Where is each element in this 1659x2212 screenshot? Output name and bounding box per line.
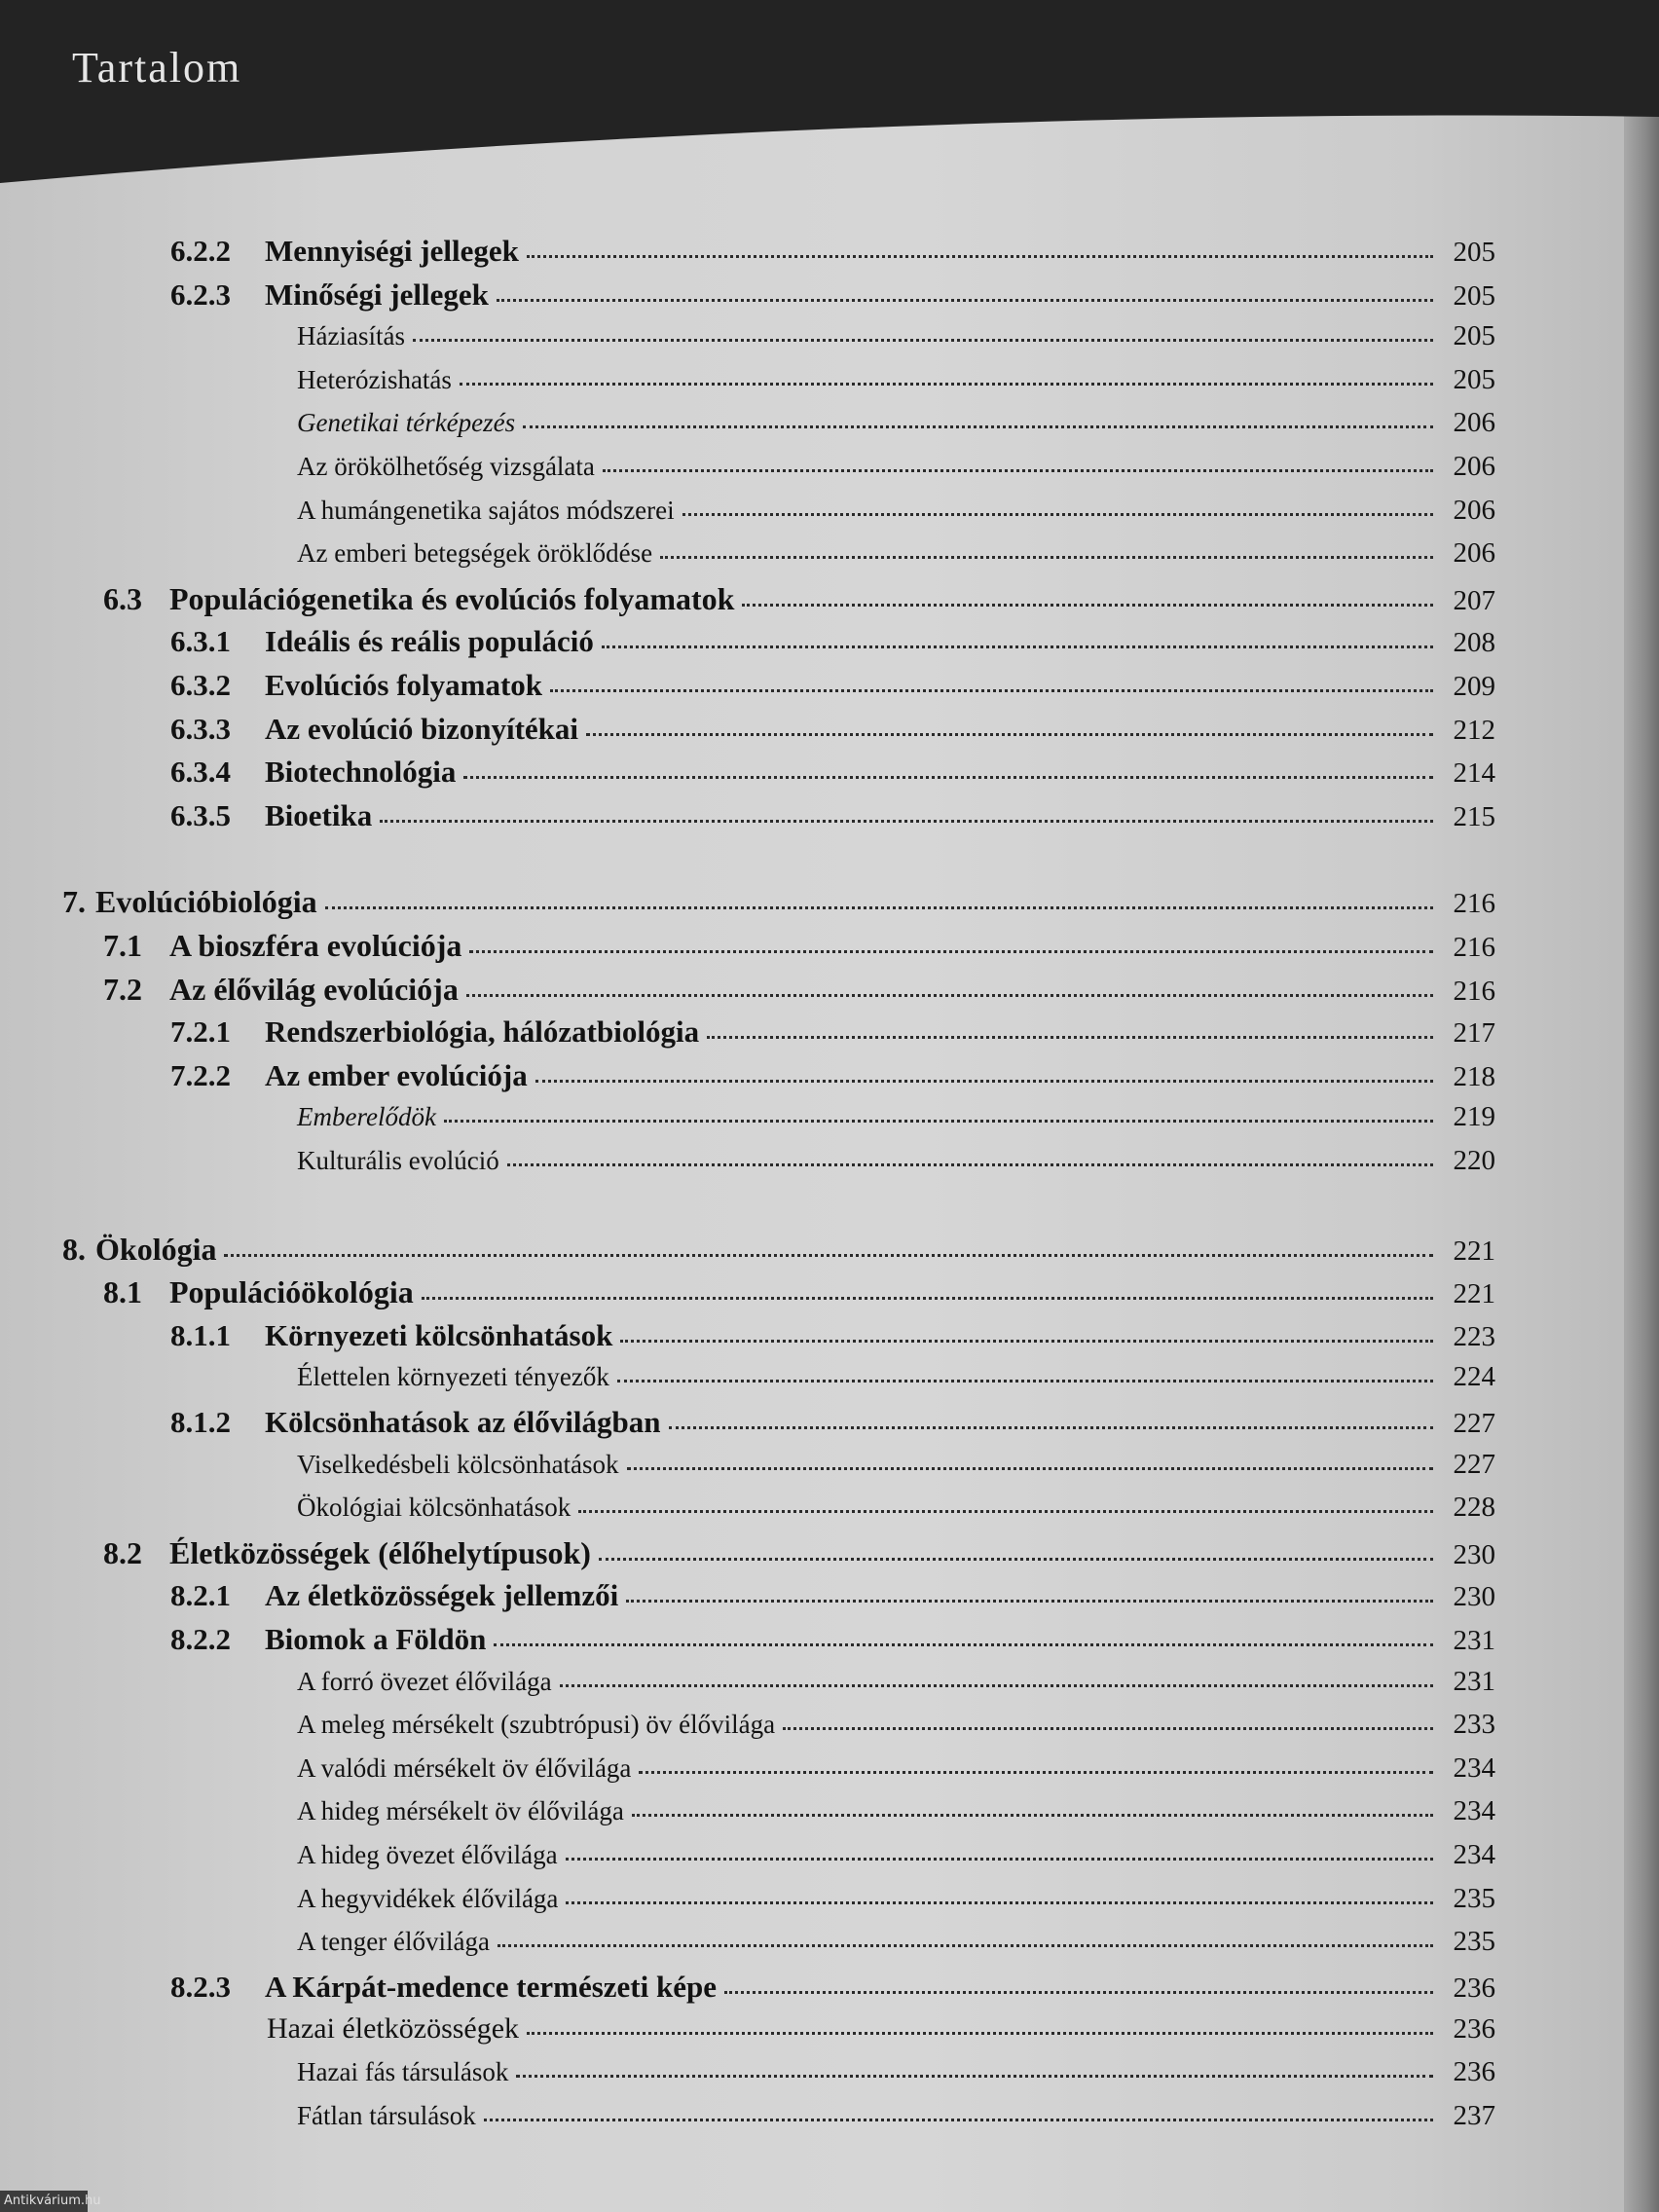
toc-entry <box>170 755 1495 797</box>
toc-entry <box>170 798 1495 841</box>
toc-entry-page: 223 <box>1453 1320 1495 1352</box>
toc-entry <box>170 1058 1495 1101</box>
toc-entry-title: A forró övezet élővilága <box>297 1666 552 1696</box>
toc-entry-number: 8.1.1 <box>170 1317 231 1352</box>
dot-leader <box>620 1334 1433 1343</box>
dot-leader <box>523 421 1433 428</box>
dot-leader <box>507 1159 1433 1166</box>
toc-entry <box>62 884 1495 927</box>
toc-entry-page: 216 <box>1453 932 1495 963</box>
toc-entry <box>297 407 1495 450</box>
page-title: Tartalom <box>72 44 242 92</box>
toc-entry-title: Biomok a Földön <box>265 1622 487 1656</box>
toc-entry-number: 7. <box>62 884 86 920</box>
toc-entry-page: 227 <box>1453 1408 1495 1439</box>
toc-entry-title: A hideg övezet élővilága <box>297 1840 558 1869</box>
toc-entry-page: 216 <box>1453 975 1495 1007</box>
dot-leader <box>444 1115 1433 1123</box>
toc-entry-page: 207 <box>1453 584 1495 616</box>
toc-entry-title: A tenger élővilága <box>297 1927 490 1957</box>
toc-entry-page: 230 <box>1453 1538 1495 1570</box>
toc-entry-title: Hazai életközösségek <box>267 2012 520 2046</box>
toc-entry <box>297 2100 1495 2143</box>
toc-entry-number: 8.2.1 <box>170 1578 231 1613</box>
toc-entry-title: Bioetika <box>265 797 373 832</box>
toc-entry-page: 209 <box>1453 671 1495 702</box>
dot-leader <box>707 1030 1433 1039</box>
toc-entry-page: 219 <box>1453 1101 1495 1133</box>
toc-entry-page: 228 <box>1453 1492 1495 1524</box>
toc-entry <box>297 1361 1495 1404</box>
toc-entry-title: Evolúcióbiológia <box>95 884 317 920</box>
toc-entry-title: Az élővilág evolúciója <box>169 971 459 1007</box>
toc-entry-title: Környezeti kölcsönhatások <box>265 1317 613 1352</box>
toc-entry-title: Mennyiségi jellegek <box>265 234 519 268</box>
dot-leader <box>783 1722 1433 1730</box>
toc-entry <box>297 1883 1495 1926</box>
toc-entry <box>297 1795 1495 1838</box>
toc-entry <box>170 668 1495 711</box>
toc-entry-title: Életközösségek (élőhelytípusok) <box>169 1534 591 1570</box>
dot-leader <box>469 944 1433 953</box>
toc-entry-page: 230 <box>1453 1581 1495 1613</box>
dot-leader <box>578 1505 1433 1513</box>
toc-entry-page: 212 <box>1453 714 1495 746</box>
toc-entry-number: 6.3.4 <box>170 755 231 790</box>
toc-entry-page: 215 <box>1453 800 1495 832</box>
toc-entry-title: A meleg mérsékelt (szubtrópusi) öv élővilága <box>297 1710 776 1740</box>
toc-entry-title: Biotechnológia <box>265 755 457 790</box>
toc-entry <box>170 234 1495 276</box>
dot-leader <box>603 464 1433 472</box>
toc-entry <box>297 451 1495 494</box>
toc-entry-page: 235 <box>1453 1882 1495 1914</box>
toc-entry-title: Élettelen környezeti tényezők <box>297 1362 609 1392</box>
toc-entry-page: 236 <box>1453 2056 1495 2087</box>
dot-leader <box>632 1809 1433 1817</box>
toc-entry-page: 234 <box>1453 1839 1495 1870</box>
toc-entry <box>297 1666 1495 1709</box>
toc-entry-page: 234 <box>1453 1751 1495 1784</box>
toc-entry-number: 8.2 <box>103 1534 142 1570</box>
toc-entry-title: Populációökológia <box>169 1274 414 1310</box>
toc-entry-page: 206 <box>1453 407 1495 439</box>
toc-entry-title: Az evolúció bizonyítékai <box>265 711 579 746</box>
toc-entry <box>170 1014 1495 1057</box>
toc-entry-page: 227 <box>1453 1448 1495 1480</box>
toc-entry-title: Ökológiai kölcsönhatások <box>297 1493 571 1523</box>
toc-entry-page: 218 <box>1453 1060 1495 1092</box>
toc-entry-title: Minőségi jellegek <box>265 276 489 312</box>
toc-entry <box>297 320 1495 363</box>
toc-entry-title: Genetikai térképezés <box>297 408 516 438</box>
toc-entry <box>170 1405 1495 1448</box>
toc-entry-title: Az örökölhetőség vizsgálata <box>297 452 595 481</box>
toc-entry-title: A hegyvidékek élővilága <box>297 1883 559 1913</box>
dot-leader <box>626 1594 1433 1603</box>
toc-entry-title: Heterózishatás <box>297 364 452 394</box>
toc-entry <box>297 537 1495 580</box>
toc-entry-title: Populációgenetika és evolúciós folyamatok <box>169 580 735 616</box>
toc-entry-number: 8.2.2 <box>170 1622 231 1656</box>
dot-leader <box>602 640 1433 648</box>
toc-entry <box>297 1101 1495 1144</box>
toc-entry-number: 7.1 <box>103 928 142 963</box>
toc-entry-title: A hideg mérsékelt öv élővilága <box>297 1796 624 1826</box>
dot-leader <box>669 1420 1434 1429</box>
toc-entry-page: 236 <box>1453 2013 1495 2046</box>
dot-leader <box>566 1853 1433 1861</box>
page-edge-shadow <box>1624 97 1659 2212</box>
toc-entry <box>297 1449 1495 1492</box>
toc-entry <box>170 277 1495 320</box>
toc-entry-page: 237 <box>1453 2099 1495 2131</box>
toc-entry-number: 7.2 <box>103 971 142 1007</box>
toc-entry-page: 217 <box>1453 1017 1495 1050</box>
dot-leader <box>516 2070 1433 2078</box>
toc-entry <box>170 1578 1495 1621</box>
dot-leader <box>484 2113 1433 2120</box>
dot-leader <box>527 2026 1433 2035</box>
header-band <box>0 0 1659 195</box>
toc-entry-title: Fátlan társulások <box>297 2100 476 2130</box>
toc-entry-title: Az életközösségek jellemzői <box>265 1578 619 1613</box>
toc-entry-title: Az ember evolúciója <box>265 1057 528 1092</box>
toc-entry-page: 206 <box>1453 494 1495 526</box>
toc-entry <box>297 364 1495 407</box>
dot-leader <box>627 1461 1433 1469</box>
toc-entry <box>170 712 1495 755</box>
toc-entry-number: 8.1 <box>103 1274 142 1310</box>
toc-entry <box>297 1926 1495 1969</box>
toc-entry-title: A humángenetika sajátos módszerei <box>297 495 675 525</box>
toc-entry <box>297 1709 1495 1751</box>
toc-entry-title: Emberelődök <box>297 1102 436 1132</box>
toc-entry <box>297 1492 1495 1534</box>
toc-entry-title: Kulturális evolúció <box>297 1146 499 1175</box>
toc-entry-page: 206 <box>1453 537 1495 570</box>
toc-entry-page: 214 <box>1453 757 1495 790</box>
toc-entry-number: 6.3.1 <box>170 624 231 659</box>
toc-entry <box>170 1970 1495 2012</box>
toc-entry-page: 205 <box>1453 363 1495 395</box>
toc-entry <box>103 928 1495 971</box>
dot-leader <box>463 770 1433 779</box>
toc-entry-number: 6.3.2 <box>170 668 231 702</box>
toc-entry-page: 235 <box>1453 1926 1495 1958</box>
toc-entry-number: 6.3.3 <box>170 711 231 746</box>
dot-leader <box>599 1551 1433 1560</box>
toc-entry <box>297 1145 1495 1188</box>
toc-entry-page: 231 <box>1453 1665 1495 1697</box>
toc-entry <box>103 1535 1495 1578</box>
dot-leader <box>498 1939 1433 1947</box>
toc-entry-title: A Kárpát-medence természeti képe <box>265 1969 717 2004</box>
toc-entry-page: 205 <box>1453 237 1495 268</box>
dot-leader <box>460 377 1433 385</box>
toc-entry-page: 236 <box>1453 1972 1495 2004</box>
toc-entry-page: 221 <box>1453 1235 1495 1267</box>
toc-entry <box>170 1318 1495 1361</box>
toc-entry <box>297 495 1495 537</box>
toc-entry-title: Az emberi betegségek öröklődése <box>297 538 653 569</box>
dot-leader <box>550 683 1433 692</box>
toc-entry <box>297 2056 1495 2099</box>
dot-leader <box>527 249 1433 258</box>
toc-entry <box>297 1752 1495 1795</box>
toc-entry <box>103 581 1495 624</box>
toc-entry-page: 221 <box>1453 1278 1495 1310</box>
toc-entry-page: 233 <box>1453 1709 1495 1741</box>
toc-entry-title: A bioszféra evolúciója <box>169 928 462 963</box>
toc-entry <box>170 624 1495 667</box>
toc-entry-title: A valódi mérsékelt öv élővilága <box>297 1752 632 1783</box>
toc-entry <box>62 1232 1495 1274</box>
toc-entry-number: 7.2.1 <box>170 1014 231 1050</box>
toc-entry-page: 206 <box>1453 451 1495 482</box>
toc-entry-number: 6.2.2 <box>170 234 231 268</box>
dot-leader <box>380 814 1433 823</box>
dot-leader <box>535 1074 1433 1083</box>
toc-entry-title: Viselkedésbeli kölcsönhatások <box>297 1449 619 1479</box>
dot-leader <box>742 597 1433 606</box>
dot-leader <box>325 901 1433 909</box>
dot-leader <box>497 292 1433 301</box>
toc-entry <box>103 972 1495 1014</box>
toc-entry-number: 7.2.2 <box>170 1057 231 1092</box>
dot-leader <box>224 1247 1433 1256</box>
toc-entry-page: 205 <box>1453 320 1495 352</box>
dot-leader <box>682 507 1433 515</box>
dot-leader <box>413 334 1433 342</box>
toc-entry-number: 8.2.3 <box>170 1969 231 2004</box>
header-curve-shape <box>0 0 1659 195</box>
toc-entry <box>170 1622 1495 1665</box>
toc-entry-title: Ökológia <box>95 1231 217 1267</box>
toc-entry-page: 208 <box>1453 627 1495 659</box>
dot-leader <box>639 1765 1433 1773</box>
toc-entry-page: 205 <box>1453 279 1495 312</box>
toc-entry-number: 6.2.3 <box>170 276 231 312</box>
toc-entry-page: 231 <box>1453 1625 1495 1656</box>
toc-entry-number: 8. <box>62 1231 86 1267</box>
toc-entry-title: Háziasítás <box>297 321 405 351</box>
dot-leader <box>466 987 1433 996</box>
toc-entry <box>267 2012 1495 2055</box>
toc-entry-number: 8.1.2 <box>170 1405 231 1439</box>
toc-entry-page: 216 <box>1453 888 1495 920</box>
toc-entry-title: Rendszerbiológia, hálózatbiológia <box>265 1014 700 1050</box>
dot-leader <box>566 1896 1433 1903</box>
dot-leader <box>586 726 1433 735</box>
toc-entry-title: Kölcsönhatások az élővilágban <box>265 1405 661 1439</box>
dot-leader <box>422 1291 1433 1300</box>
toc-entry-page: 224 <box>1453 1361 1495 1393</box>
toc-entry-page: 234 <box>1453 1795 1495 1827</box>
dot-leader <box>560 1678 1433 1686</box>
toc-entry-number: 6.3.5 <box>170 797 231 832</box>
toc-entry-title: Ideális és reális populáció <box>265 624 594 659</box>
toc-entry-number: 6.3 <box>103 580 142 616</box>
dot-leader <box>724 1985 1433 1994</box>
toc-entry <box>297 1839 1495 1882</box>
toc-entry-page: 220 <box>1453 1145 1495 1176</box>
toc-entry-title: Hazai fás társulások <box>297 2057 509 2086</box>
toc-entry-title: Evolúciós folyamatok <box>265 668 543 702</box>
dot-leader <box>494 1638 1433 1646</box>
dot-leader <box>660 551 1433 559</box>
toc-entry <box>103 1274 1495 1317</box>
watermark: Antikvárium.hu <box>0 2191 88 2212</box>
dot-leader <box>617 1375 1433 1382</box>
